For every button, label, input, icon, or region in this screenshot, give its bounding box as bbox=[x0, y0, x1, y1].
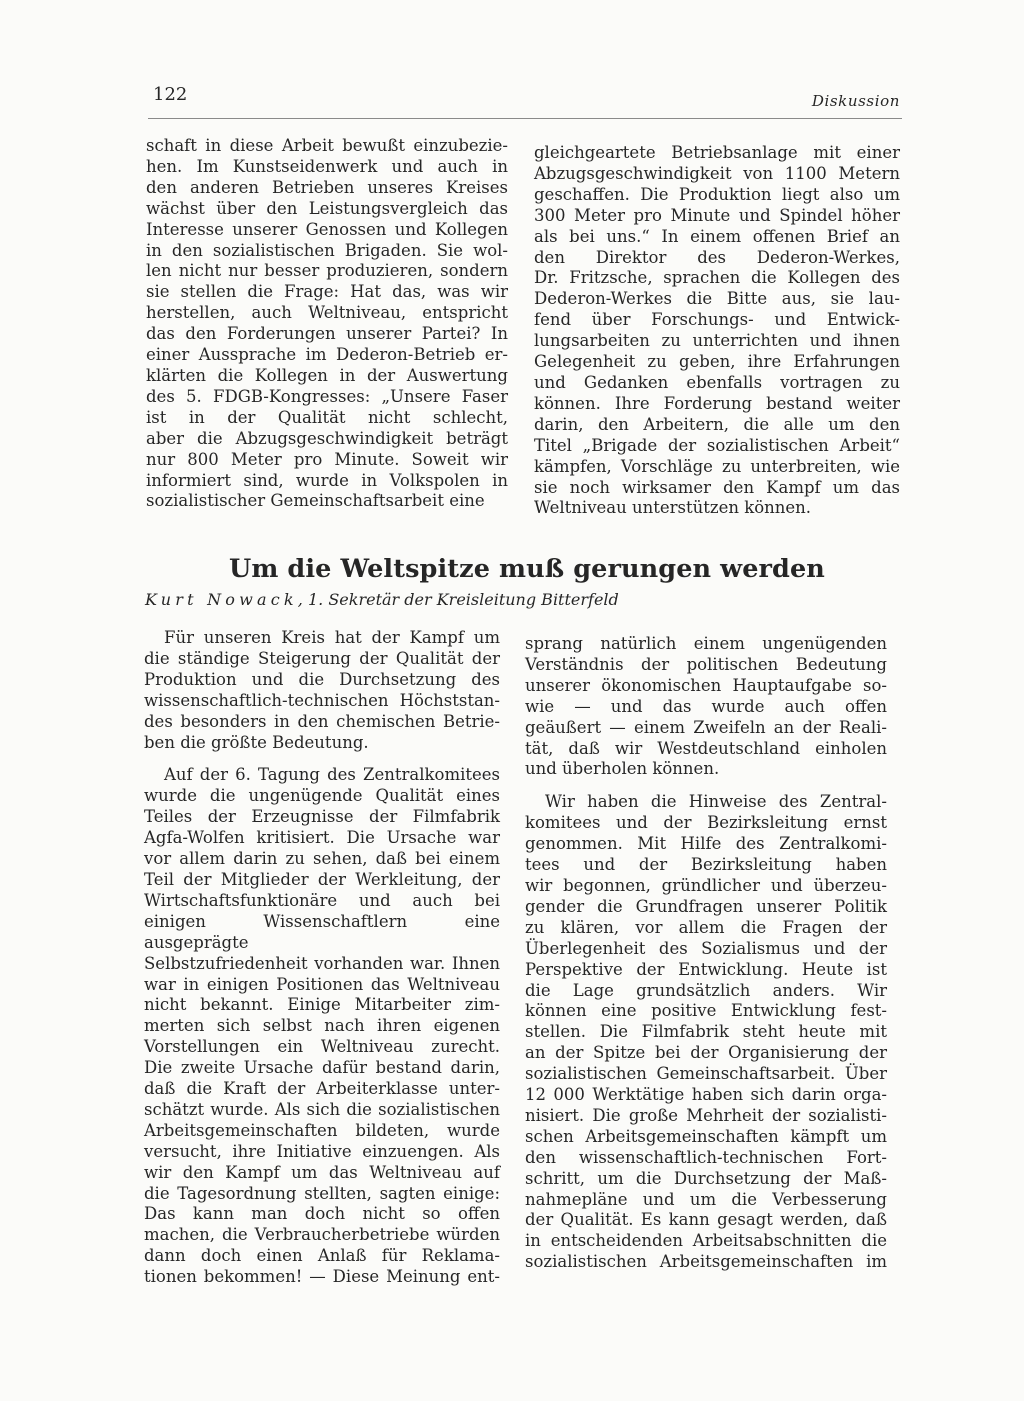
text-line: einer Aussprache im Dederon-Betrieb er- bbox=[146, 345, 508, 365]
text-line: Abzugsgeschwindigkeit von 1100 Metern bbox=[534, 163, 900, 183]
text-line: an der Spitze bei der Organisierung der bbox=[525, 1043, 887, 1063]
text-line: Wir haben die Hinweise des Zentral- bbox=[545, 792, 887, 812]
text-line: informiert sind, wurde in Volkspolen in bbox=[146, 470, 508, 490]
text-line: tees und der Bezirksleitung haben bbox=[525, 855, 887, 875]
text-line: klärten die Kollegen in der Auswertung bbox=[146, 365, 508, 385]
page-number: 122 bbox=[153, 84, 188, 105]
column-top-left bbox=[146, 136, 508, 512]
running-head: Diskussion bbox=[811, 92, 900, 110]
text-line: ist in der Qualität nicht schlecht, bbox=[146, 407, 508, 427]
text-line: gender die Grundfragen unserer Politik bbox=[525, 896, 887, 916]
text-line: wissenschaftlich-technischen Höchststan- bbox=[144, 690, 500, 710]
text-line: dann doch einen Anlaß für Reklama- bbox=[144, 1246, 500, 1266]
text-line: als bei uns.“ In einem offenen Brief an bbox=[534, 226, 900, 246]
text-line: gleichgeartete Betriebsanlage mit einer bbox=[534, 143, 900, 162]
text-line: wie — und das wurde auch offen bbox=[525, 696, 887, 716]
text-line: und überholen können. bbox=[525, 759, 720, 779]
text-line: unserer ökonomischen Hauptaufgabe so- bbox=[525, 675, 887, 695]
text-line: und Gedanken ebenfalls vortragen zu bbox=[534, 372, 900, 392]
text-line: sozialistischen Gemeinschaftsarbeit. Über bbox=[525, 1064, 887, 1084]
text-line: len nicht nur besser produzieren, sondern bbox=[146, 261, 508, 281]
text-line: in den sozialistischen Brigaden. Sie wol- bbox=[146, 240, 508, 260]
text-line: sie stellen die Frage: Hat das, was wir bbox=[146, 282, 508, 302]
text-line: zu klären, vor allem die Fragen der bbox=[525, 917, 887, 937]
text-line: den wissenschaftlich-technischen Fort- bbox=[525, 1147, 887, 1167]
text-line: Teiles der Erzeugnisse der Filmfabrik bbox=[144, 807, 500, 827]
text-line: kämpfen, Vorschläge zu unterbreiten, wie bbox=[534, 456, 900, 476]
text-line: war in einigen Positionen das Weltniveau bbox=[144, 974, 500, 994]
text-line: stellen. Die Filmfabrik steht heute mit bbox=[525, 1022, 887, 1042]
column-bottom-left bbox=[144, 628, 500, 1288]
author-role: , 1. Sekretär der Kreisleitung Bitterfeld bbox=[297, 590, 619, 609]
author-name: Kurt Nowack bbox=[145, 590, 298, 609]
text-line: lungsarbeiten zu unterrichten und ihnen bbox=[534, 331, 900, 351]
text-line: Dr. Fritzsche, sprachen die Kollegen des bbox=[534, 268, 900, 288]
text-line: Weltniveau unterstützen können. bbox=[534, 498, 812, 518]
text-line: wir den Kampf um das Weltniveau auf bbox=[144, 1162, 500, 1182]
byline bbox=[145, 590, 619, 609]
text-line: einigen Wissenschaftlern eine ausgeprägte bbox=[144, 911, 500, 952]
text-line: der Qualität. Es kann gesagt werden, daß bbox=[525, 1210, 887, 1230]
text-line: die Tagesordnung stellten, sagten einige: bbox=[144, 1183, 500, 1203]
text-line: tionen bekommen! — Diese Meinung ent- bbox=[144, 1267, 500, 1287]
text-line: genommen. Mit Hilfe des Zentralkomi- bbox=[525, 834, 887, 854]
text-line: Wirtschaftsfunktionäre und auch bei bbox=[144, 890, 500, 910]
text-line: nur 800 Meter pro Minute. Soweit wir bbox=[146, 449, 508, 469]
text-line: herstellen, auch Weltniveau, entspricht bbox=[146, 303, 508, 323]
text-line: Produktion und die Durchsetzung des bbox=[144, 669, 500, 689]
text-line: nisiert. Die große Mehrheit der sozialisti- bbox=[525, 1105, 887, 1125]
text-line: sie noch wirksamer den Kampf um das bbox=[534, 477, 900, 497]
text-line: daß die Kraft der Arbeiterklasse unter- bbox=[144, 1079, 500, 1099]
text-line: Selbstzufriedenheit vorhanden war. Ihnen bbox=[144, 953, 500, 973]
paragraph-gap bbox=[525, 780, 887, 792]
text-line: machen, die Verbraucherbetriebe würden bbox=[144, 1225, 500, 1245]
text-line: schen Arbeitsgemeinschaften kämpft um bbox=[525, 1126, 887, 1146]
text-line: schaft in diese Arbeit bewußt einzubezie- bbox=[146, 136, 508, 155]
text-line: können eine positive Entwicklung fest- bbox=[525, 1001, 887, 1021]
text-line: vor allem darin zu sehen, daß bei einem bbox=[144, 849, 500, 869]
text-line: Für unseren Kreis hat der Kampf um bbox=[164, 628, 500, 647]
text-line: wir begonnen, gründlicher und überzeu- bbox=[525, 875, 887, 895]
text-line: nahmepläne und um die Verbesserung bbox=[525, 1189, 887, 1209]
text-line: Verständnis der politischen Bedeutung bbox=[525, 654, 887, 674]
text-line: fend über Forschungs- und Entwick- bbox=[534, 310, 900, 330]
text-line: können. Ihre Forderung bestand weiter bbox=[534, 393, 900, 413]
text-line: das den Forderungen unserer Partei? In bbox=[146, 324, 508, 344]
text-line: darin, den Arbeitern, die alle um den bbox=[534, 414, 900, 434]
text-line: Agfa-Wolfen kritisiert. Die Ursache war bbox=[144, 828, 500, 848]
text-line: Dederon-Werkes die Bitte aus, sie lau- bbox=[534, 289, 900, 309]
text-line: die ständige Steigerung der Qualität der bbox=[144, 648, 500, 668]
text-line: sprang natürlich einem ungenügenden bbox=[525, 634, 887, 653]
text-line: Überlegenheit des Sozialismus und der bbox=[525, 938, 887, 958]
text-line: den anderen Betrieben unseres Kreises bbox=[146, 177, 508, 197]
text-line: 12 000 Werktätige haben sich darin orga- bbox=[525, 1085, 887, 1105]
text-line: des 5. FDGB-Kongresses: „Unsere Faser bbox=[146, 386, 508, 406]
text-line: sozialistischer Gemeinschaftsarbeit eine bbox=[146, 491, 485, 511]
paragraph-gap bbox=[144, 753, 500, 765]
text-line: Arbeitsgemeinschaften bildeten, wurde bbox=[144, 1120, 500, 1140]
header-rule bbox=[148, 118, 902, 119]
column-bottom-right bbox=[525, 634, 887, 1273]
text-line: versucht, ihre Initiative einzuengen. Als bbox=[144, 1141, 500, 1161]
text-line: Auf der 6. Tagung des Zentralkomitees bbox=[164, 765, 500, 785]
text-line: des besonders in den chemischen Betrie- bbox=[144, 711, 500, 731]
text-line: Gelegenheit zu geben, ihre Erfahrungen bbox=[534, 352, 900, 372]
text-line: hen. Im Kunstseidenwerk und auch in bbox=[146, 156, 508, 176]
text-line: Die zweite Ursache dafür bestand darin, bbox=[144, 1058, 500, 1078]
text-line: nicht bekannt. Einige Mitarbeiter zim- bbox=[144, 995, 500, 1015]
text-line: aber die Abzugsgeschwindigkeit beträgt bbox=[146, 428, 508, 448]
text-line: merten sich selbst nach ihren eigenen bbox=[144, 1016, 500, 1036]
text-line: 300 Meter pro Minute und Spindel höher bbox=[534, 205, 900, 225]
column-top-right bbox=[534, 143, 900, 519]
text-line: Titel „Brigade der sozialistischen Arbeit“ bbox=[534, 435, 900, 455]
text-line: Interesse unserer Genossen und Kollegen bbox=[146, 219, 508, 239]
text-line: Perspektive der Entwicklung. Heute ist bbox=[525, 959, 887, 979]
text-line: schätzt wurde. Als sich die sozialistischen bbox=[144, 1099, 500, 1119]
text-line: geäußert — einem Zweifeln an der Reali- bbox=[525, 717, 887, 737]
text-line: geschaffen. Die Produktion liegt also um bbox=[534, 184, 900, 204]
text-line: komitees und der Bezirksleitung ernst bbox=[525, 813, 887, 833]
text-line: Vorstellungen ein Weltniveau zurecht. bbox=[144, 1037, 500, 1057]
text-line: tät, daß wir Westdeutschland einholen bbox=[525, 738, 887, 758]
text-line: ben die größte Bedeutung. bbox=[144, 732, 369, 752]
article-title: Um die Weltspitze muß gerungen werden bbox=[229, 554, 825, 584]
text-line: Teil der Mitglieder der Werkleitung, der bbox=[144, 869, 500, 889]
text-line: den Direktor des Dederon-Werkes, bbox=[534, 247, 900, 267]
text-line: in entscheidenden Arbeitsabschnitten die bbox=[525, 1231, 887, 1251]
text-line: Das kann man doch nicht so offen bbox=[144, 1204, 500, 1224]
text-line: sozialistischen Arbeitsgemeinschaften im bbox=[525, 1252, 887, 1272]
text-line: die Lage grundsätzlich anders. Wir bbox=[525, 980, 887, 1000]
text-line: schritt, um die Durchsetzung der Maß- bbox=[525, 1168, 887, 1188]
text-line: wurde die ungenügende Qualität eines bbox=[144, 786, 500, 806]
text-line: wächst über den Leistungsvergleich das bbox=[146, 198, 508, 218]
